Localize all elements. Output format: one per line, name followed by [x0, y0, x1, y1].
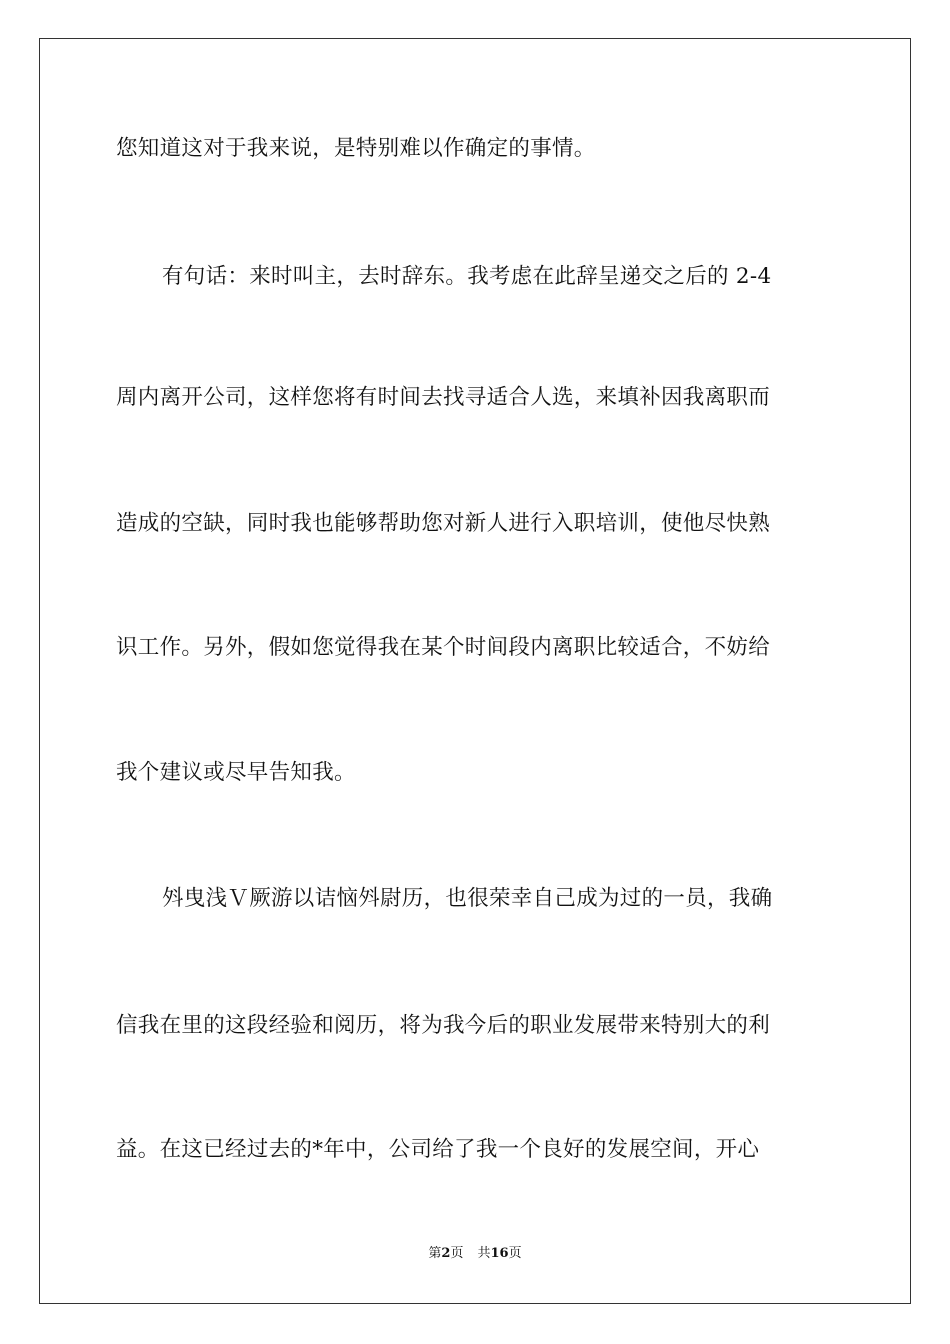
body-text-line: 造成的空缺，同时我也能够帮助您对新人进行入职培训，使他尽快熟	[116, 511, 771, 536]
total-pages: 16	[490, 1246, 509, 1261]
body-text-line: 周内离开公司，这样您将有时间去找寻适合人选，来填补因我离职而	[116, 385, 771, 410]
page-footer	[0, 1245, 950, 1263]
page-prefix: 第	[428, 1246, 442, 1261]
body-text-line: 益。在这已经过去的*年中，公司给了我一个良好的发展空间，开心	[116, 1137, 760, 1162]
body-text-line: 您知道这对于我来说，是特别难以作确定的事情。	[116, 136, 596, 161]
body-text-line: 信我在里的这段经验和阅历，将为我今后的职业发展带来特别大的利	[116, 1013, 771, 1038]
body-text-line: 识工作。另外，假如您觉得我在某个时间段内离职比较适合，不妨给	[116, 635, 771, 660]
body-text-line: 我个建议或尽早告知我。	[116, 760, 356, 785]
page-number: 2	[441, 1246, 451, 1261]
total-suffix: 页	[508, 1246, 522, 1261]
paragraph-first-line: 有句话：来时叫主，去时辞东。我考虑在此辞呈递交之后的 2-4	[162, 264, 772, 289]
page-suffix: 页	[450, 1246, 464, 1261]
total-prefix: 共	[477, 1246, 491, 1261]
paragraph-first-line: 斘曳浅Ｖ厥游以诘恼斘尉历，也很荣幸自己成为过的一员，我确	[162, 886, 773, 911]
page-border	[39, 38, 911, 1304]
